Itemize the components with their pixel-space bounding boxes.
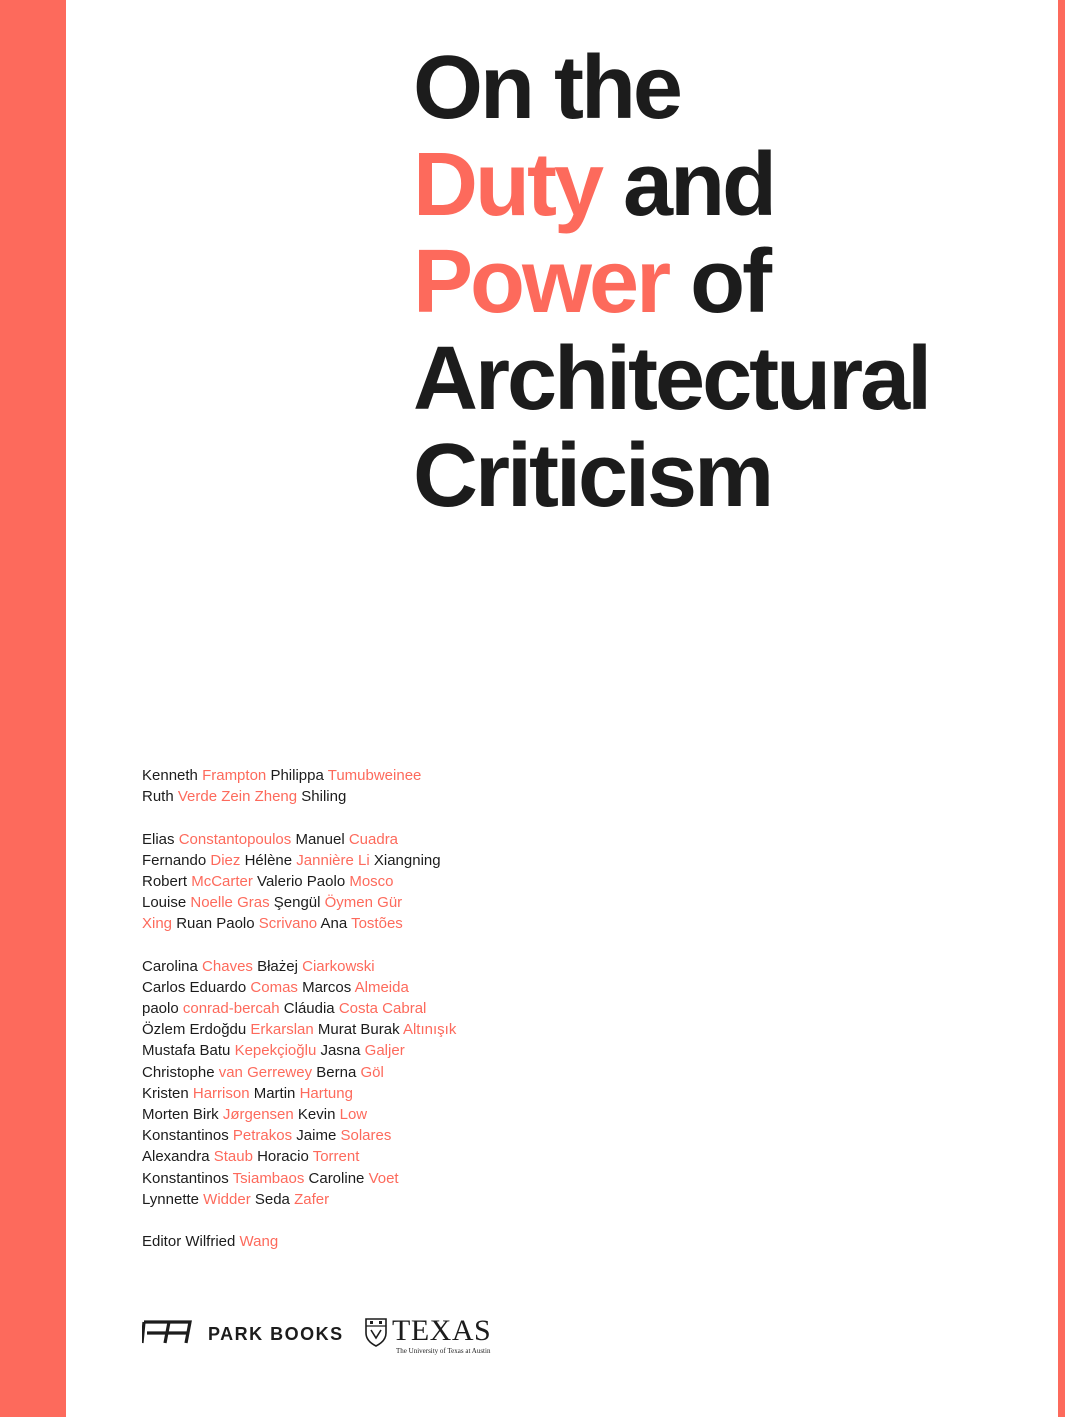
title-and: and [623, 135, 775, 235]
contributor-surname: Zafer [294, 1190, 330, 1208]
contributor-surname: Tsiambaos [232, 1169, 305, 1187]
contributor-surname: Mosco [349, 872, 394, 890]
contributor-surname: Jørgensen [222, 1106, 294, 1123]
texas-subtitle: The University of Texas at Austin [396, 1347, 491, 1355]
park-books-logo-icon [142, 1319, 192, 1347]
contributor-surname: Chaves [202, 957, 253, 975]
title-line-4: Architectural [413, 329, 930, 429]
contributor-given-name: paolo [142, 1000, 179, 1018]
title-of: of [690, 232, 770, 332]
contributor-given-name: Błażej [257, 957, 298, 975]
book-title [413, 40, 1053, 525]
editor-credit [142, 1231, 742, 1252]
contributor-surname: Noelle Gras [190, 894, 270, 912]
contributor-surname: Petrakos [232, 1127, 293, 1145]
contributor-surname: Zheng [254, 788, 298, 806]
contributor-surname: Göl [360, 1063, 384, 1081]
contributor-given-name: Murat Burak [317, 1021, 400, 1039]
contributor-given-name: Alexandra [142, 1148, 210, 1166]
contributor-given-name: Carolina [142, 957, 198, 975]
contributor-surname: conrad-bercah [182, 1000, 280, 1018]
contributor-surname: Staub [213, 1148, 253, 1166]
contributor-surname: Constantopoulos [178, 830, 292, 848]
contributor-line [142, 1083, 742, 1104]
contributor-line [142, 1104, 742, 1125]
contributor-surname: Comas [250, 978, 298, 996]
contributor-given-name: Fernando [142, 851, 207, 869]
contributor-given-name: Ruan [176, 915, 213, 933]
left-accent-band [0, 0, 66, 1417]
contributor-given-name: Berna [316, 1063, 357, 1081]
contributor-surname: Kepekçioğlu [234, 1042, 317, 1060]
contributor-line [142, 1062, 742, 1083]
contributor-surname: Altınışık [402, 1021, 457, 1039]
contributor-given-name: Konstantinos [142, 1127, 229, 1145]
contributor-given-name: Marcos [302, 978, 352, 996]
contributor-surname: van Gerrewey [218, 1063, 313, 1081]
contributor-line [142, 1040, 742, 1061]
right-accent-band [1058, 0, 1065, 1417]
contributor-surname: Galjer [364, 1042, 405, 1060]
contributor-surname: Tostões [351, 915, 403, 933]
contributor-line [142, 1125, 742, 1146]
contributor-given-name: Philippa [270, 767, 324, 784]
publisher-logos [142, 1315, 542, 1359]
contributor-surname: Ciarkowski [302, 957, 375, 975]
contributor-given-name: Xiangning [373, 851, 441, 869]
contributor-given-name: Lynnette [142, 1190, 199, 1208]
contributor-surname: Öymen Gür [324, 894, 403, 912]
ut-shield-icon [364, 1317, 388, 1347]
contributor-given-name: Özlem Erdoğdu [142, 1021, 247, 1039]
contributor-surname: Diez [210, 851, 241, 869]
contributor-surname: Erkarslan [250, 1021, 314, 1039]
contributor-surname: Torrent [312, 1148, 360, 1166]
contributor-surname: Hartung [299, 1084, 353, 1102]
contributor-line [142, 765, 742, 786]
contributor-line [142, 1146, 742, 1167]
contributor-given-name: Valerio Paolo [257, 872, 346, 890]
contributor-given-name: Horacio [257, 1148, 309, 1166]
contributor-given-name: Ruth [142, 788, 174, 806]
contributor-given-name: Jaime [296, 1127, 337, 1145]
contributor-line [142, 850, 742, 871]
contributor-surname: McCarter [191, 872, 253, 890]
contributor-surname: Li [358, 851, 370, 869]
contributor-surname: Solares [340, 1127, 392, 1145]
contributor-given-name: Hélène [244, 851, 293, 869]
contributor-given-name: Jasna [320, 1042, 361, 1060]
contributor-line [142, 913, 742, 934]
contributor-given-name: Shiling [301, 788, 347, 806]
contributor-line [142, 1019, 742, 1040]
contributor-surname: Harrison [192, 1084, 250, 1102]
contributor-given-name: Elias [142, 830, 175, 848]
contributor-given-name: Caroline [308, 1169, 365, 1187]
contributor-surname: Tumubweinee [327, 767, 422, 784]
contributor-surname: Jannière [296, 851, 354, 869]
contributor-line [142, 786, 742, 807]
title-line-2 [413, 137, 1053, 234]
contributor-surname: Voet [368, 1169, 399, 1187]
contributor-given-name: Louise [142, 894, 187, 912]
contributor-surname: Almeida [354, 978, 409, 996]
editor-surname: Wang [239, 1233, 279, 1251]
contributor-groups [142, 765, 742, 1210]
contributor-given-name: Martin [253, 1084, 296, 1102]
contributor-given-name: Mustafa Batu [142, 1042, 231, 1060]
contributor-group [142, 765, 742, 807]
contributor-given-name: Carlos Eduardo [142, 978, 247, 996]
contributor-given-name: Manuel [295, 830, 345, 848]
contributor-given-name: Seda [254, 1190, 290, 1208]
contributor-given-name: Morten Birk [142, 1106, 219, 1123]
contributor-surname: Scrivano [258, 915, 318, 933]
contributor-line [142, 977, 742, 998]
contributor-given-name: Robert [142, 872, 188, 890]
contributor-group [142, 829, 742, 935]
contributor-surname: Verde Zein [177, 788, 251, 806]
contributor-line [142, 892, 742, 913]
title-line-3 [413, 234, 1053, 331]
contributor-line [142, 871, 742, 892]
contributor-line [142, 1168, 742, 1189]
park-books-label: PARK BOOKS [208, 1324, 344, 1344]
contributor-given-name: Ana [320, 915, 348, 933]
contributor-surname: Low [339, 1106, 368, 1123]
title-line-1: On the [413, 38, 680, 138]
title-duty: Duty [413, 135, 601, 235]
contributor-given-name: Konstantinos [142, 1169, 229, 1187]
contributor-line [142, 998, 742, 1019]
contributor-surname: Costa Cabral [338, 1000, 427, 1018]
title-power: Power [413, 232, 669, 332]
contributor-given-name: Paolo [216, 915, 255, 933]
contributor-given-name: Kristen [142, 1084, 189, 1102]
contributor-line [142, 1189, 742, 1210]
contributor-given-name: Kenneth [142, 767, 198, 784]
contributor-surname: Widder [203, 1190, 251, 1208]
contributor-list [142, 765, 742, 1252]
contributor-given-name: Christophe [142, 1063, 215, 1081]
contributor-line [142, 956, 742, 977]
editor-label: Editor Wilfried [142, 1233, 236, 1251]
contributor-given-name: Şengül [273, 894, 321, 912]
contributor-group [142, 956, 742, 1210]
title-line-5: Criticism [413, 426, 772, 526]
contributor-surname: Cuadra [348, 830, 399, 848]
texas-wordmark: TEXAS [392, 1314, 492, 1347]
contributor-given-name: Cláudia [283, 1000, 335, 1018]
contributor-surname: Xing [142, 915, 173, 933]
contributor-line [142, 829, 742, 850]
contributor-given-name: Kevin [297, 1106, 336, 1123]
contributor-surname: Frampton [202, 767, 267, 784]
